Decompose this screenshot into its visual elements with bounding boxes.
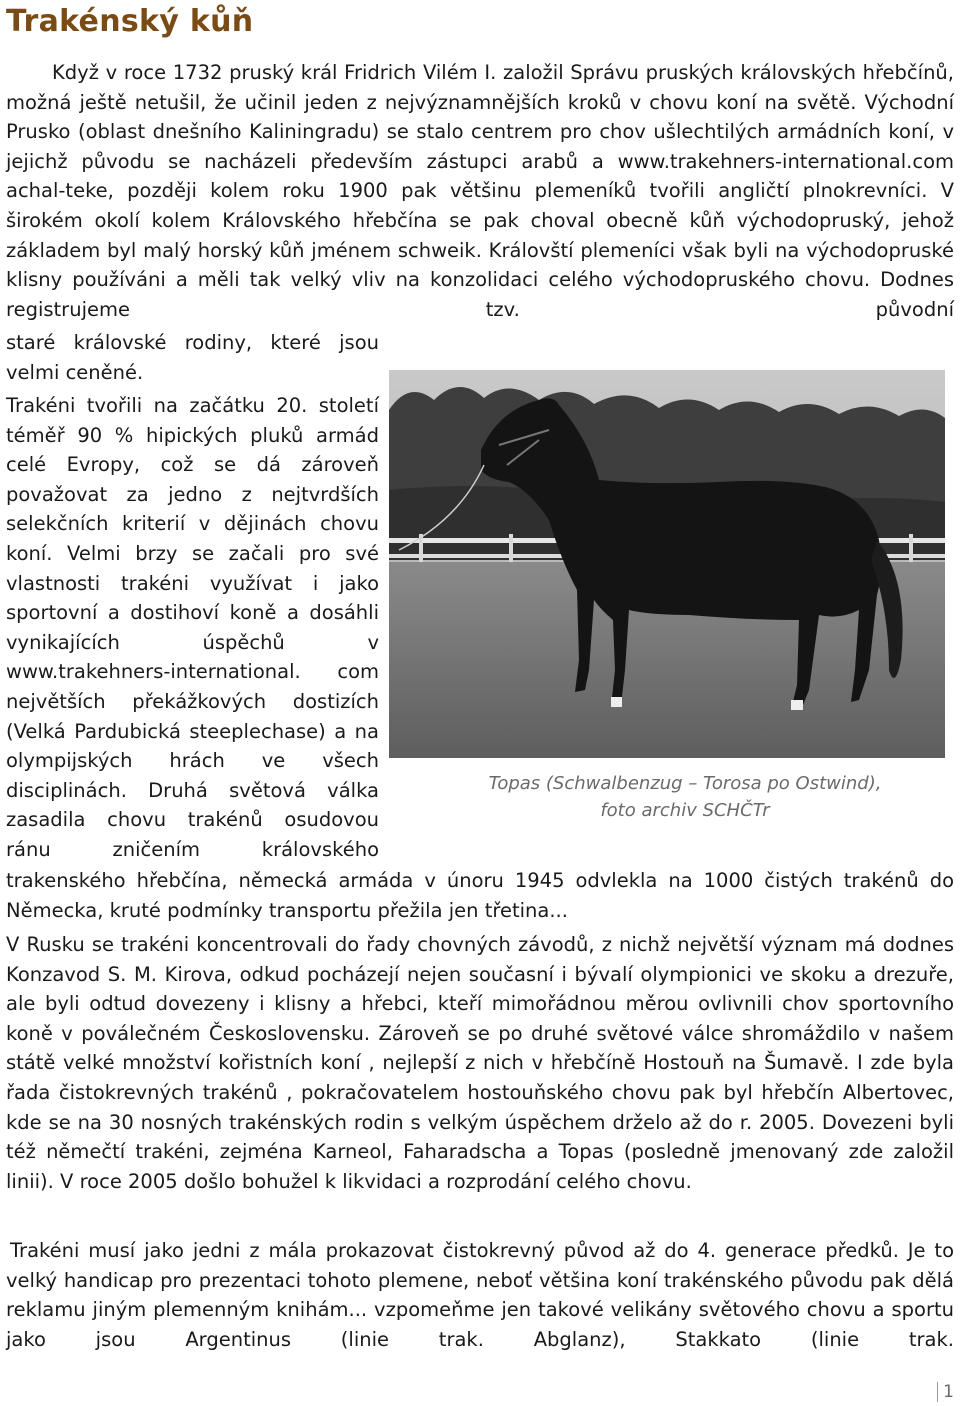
page-number: 1 [937,1382,954,1402]
paragraph-intro-continued: staré královské rodiny, které jsou velmi ceněné. [6,331,379,384]
paragraph-history-continued: trakenského hřebčína, německá armáda v únoru 1945 odvlekla na 1000 čistých trakénů do Německa, kruté podmínky transportu přežila jen třetina... [6,869,954,922]
photo-caption-line2: foto archiv SCHČTr [600,800,770,821]
paragraph-purity: Trakéni musí jako jedni z mála prokazovat čistokrevný původ až do 4. generace předků. Je to velký handicap pro prezentaci tohoto plemene, neboť většina koní trakénského původu pak dělá reklamu jiným plemenným knihám... vzpomeňme jen takové velikány světového chovu a sportu jako jsou Argentinus (linie trak. Abglanz), Stakkato (linie trak. [6,1239,954,1351]
horse-photo [389,370,945,758]
paragraph-history: Trakéni tvořili na začátku 20. století téměř 90 % hipických pluků armád celé Evropy, což se dá zároveň považovat za jedno z nejtvrdších selekčních kriterií v dějinách chovu koní. Velmi brzy se začali pro své vlastnosti trakéni využívat i jako sportovní a dostihoví koně a dosáhli vynikajících úspěchů v www.trakehners-international. com největších překážkových dostizích (Velká Pardubická steeplechase) a na olympijských hrách ve všech disciplinách. Druhá světová válka zasadila chovu trakénů osudovou ránu zničením královského [6,394,379,861]
photo-caption-line1: Topas (Schwalbenzug – Torosa po Ostwind), [488,773,882,794]
photo-caption [440,770,930,824]
article-title: Trakénský kůň [6,4,254,39]
paragraph-intro: Když v roce 1732 pruský král Fridrich Vilém I. založil Správu pruských královských hřebčínů, možná ještě netušil, že učinil jeden z nejvýznamnějších kroků v chovu koní na světě. Východní Prusko (oblast dnešního Kaliningradu) se stalo centrem pro chov ušlechtilých armádních koní, v jejichž původu se nacházeli především zástupci arabů a www.trakehners-international.com achal-teke, později kolem roku 1900 pak většinu plemeníků tvořili angličtí plnokrevníci. V širokém okolí kolem Královského hřebčína se pak choval obecně kůň východopruský, jehož základem byl malý horský kůň jménem schweik. Královští plemeníci však byli na východopruské klisny používáni a měli tak velký vliv na konzolidaci celého východopruského chovu. Dodnes registrujeme tzv. původní [6,61,954,321]
horse-photo-image [389,370,945,758]
paragraph-russia: V Rusku se trakéni koncentrovali do řady chovných závodů, z nichž největší význam má dodnes Konzavod S. M. Kirova, odkud pocházejí nejen současní i bývalí olympionici ve skoku a drezuře, ale byli odtud dovezeny i klisny a hřebci, kteří mimořádnou měrou ovlivnili chov sportovního koně v poválečném Československu. Zároveň se po druhé světové válce shromáždilo v našem státě velké množství kořistních koní , nejlepší z nich v hřebčíně Hostouň na Šumavě. I zde byla řada čistokrevných trakénů , pokračovatelem hostouňského chovu pak byl hřebčín Albertovec, kde se na 30 nosných trakénských rodin s velkým úspěchem drželo až do r. 2005. Dovezeni byli též němečtí trakéni, zejména Karneol, Faharadscha a Topas (posledně jmenovaný zde založil linii). V roce 2005 došlo bohužel k likvidaci a rozprodání celého chovu. [6,933,954,1193]
